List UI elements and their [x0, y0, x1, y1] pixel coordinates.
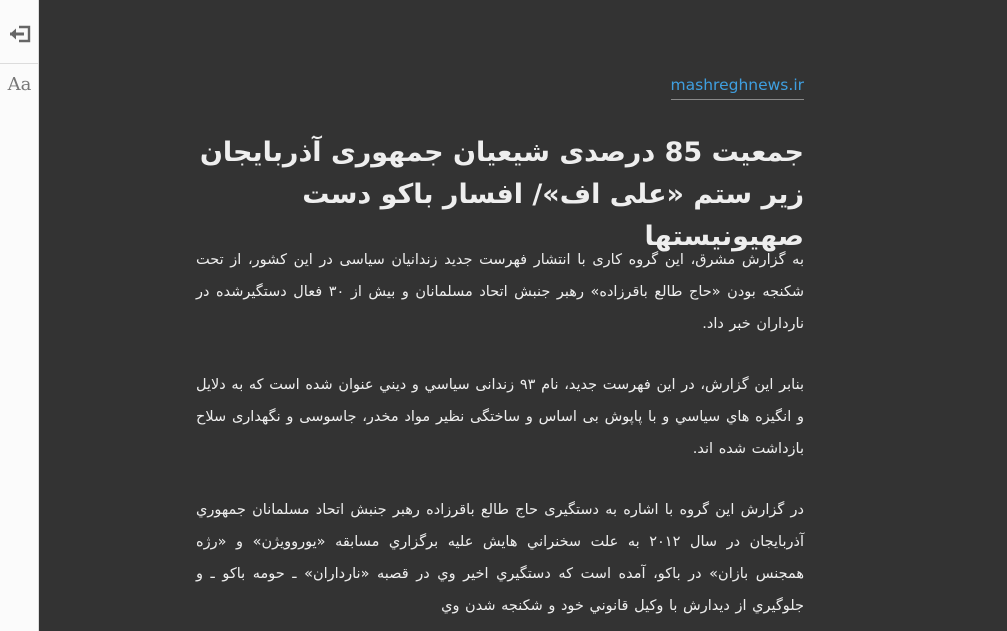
article-paragraph-3: در گزارش این گروه با اشاره به دستگیری حاج طالع باقرزاده رهبر جنبش اتحاد مسلمانان جمهوري آذربایجان در سال ۲۰۱۲ به علت سخنراني هایش علیه برگزاري مسابقه «یوروویژن» و «رژه همجنس بازان» در باکو، آمده است که دستگیري اخیر وي در قصبه «نارداران» ـ حومه باکو ـ و جلوگیري از دیدارش با وکیل قانوني خود و شکنجه شدن وي [196, 502, 804, 614]
title-line-1: جمعیت 85 درصدی شیعیان جمهوری آذربایجان [199, 137, 804, 168]
sidebar-divider [0, 63, 38, 64]
source-domain-link[interactable]: mashreghnews.ir [671, 76, 804, 100]
arrow-left-into-box-icon [8, 25, 32, 43]
article-paragraph-2: بنابر این گزارش، در این فهرست جدید، نام ۹۳ زندانی سیاسي و دیني عنوان شده است که به دلایل و انگیزه هاي سیاسي و با پاپوش بی اساس و ساختگی نظیر مواد مخدر، جاسوسی و نگهداری سلاح بازداشت شده اند. [196, 377, 804, 457]
reader-sidebar [0, 0, 39, 631]
article-paragraph-1: به گزارش مشرق، این گروه کاری با انتشار فهرست جدید زندانیان سیاسی در این کشور، از تحت شکنجه بودن «حاج طالع باقرزاده» رهبر جنبش اتحاد مسلمانان و بیش از ۳۰ فعال دستگیرشده در نارداران خبر داد. [196, 252, 805, 332]
title-line-2: زیر ستم «علی اف»/ افسار باکو دست صهیونیستها [302, 179, 804, 252]
article-title [196, 132, 804, 258]
font-settings-button[interactable]: Aa [7, 73, 32, 95]
close-reader-button[interactable] [0, 17, 39, 51]
